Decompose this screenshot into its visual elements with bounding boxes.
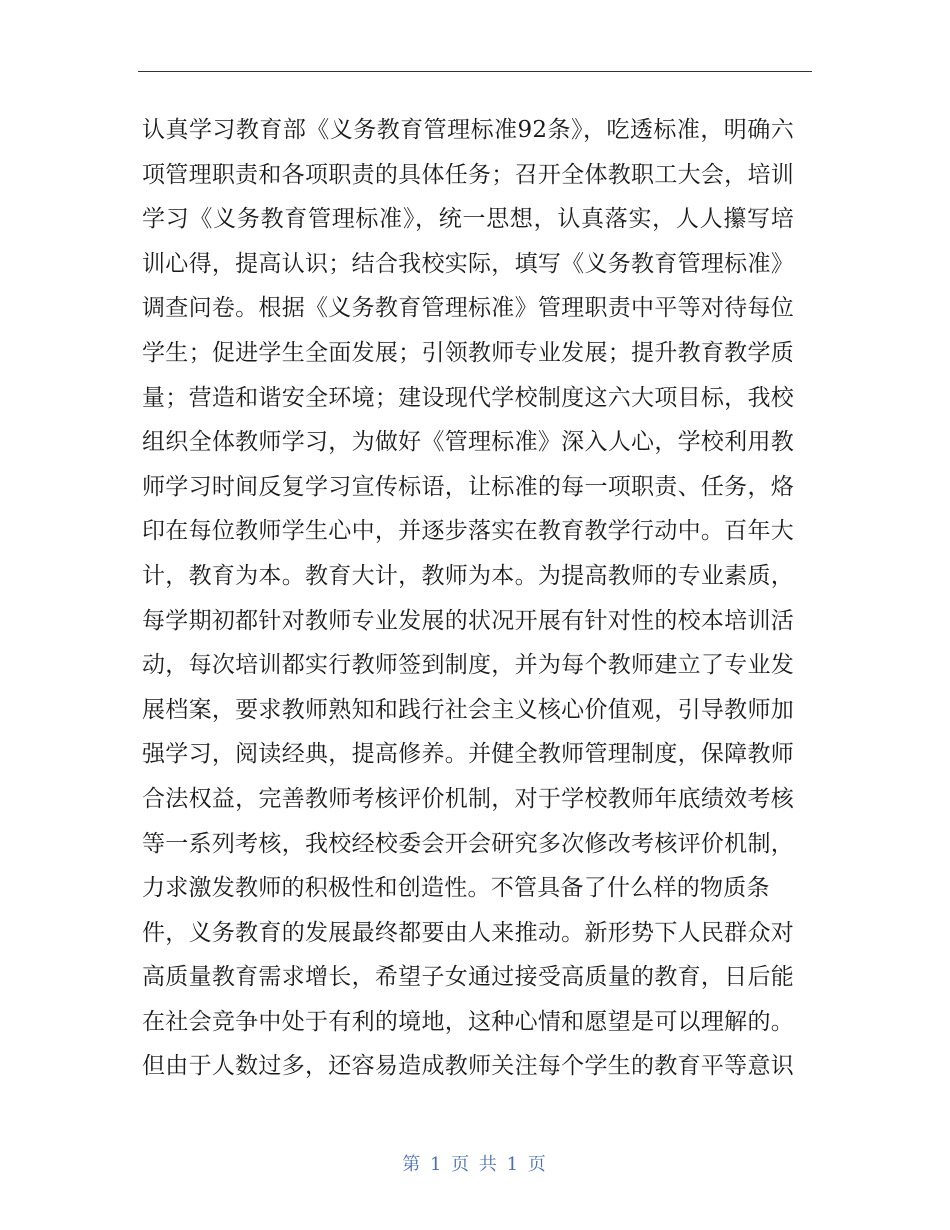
- text-line: 计，教育为本。教育大计，教师为本。为提高教师的专业素质，: [142, 562, 794, 589]
- text-line: 项管理职责和各项职责的具体任务；召开全体教职工大会，培训: [142, 161, 794, 188]
- text-line: 认真学习教育部《义务教育管理标准92条》，吃透标准，明确六: [142, 117, 794, 143]
- text-line: 合法权益，完善教师考核评价机制，对于学校教师年底绩效考核: [142, 785, 794, 812]
- text-line: 组织全体教师学习，为做好《管理标准》深入人心，学校利用教: [142, 429, 794, 456]
- text-line: 学生；促进学生全面发展；引领教师专业发展；提升教育教学质: [142, 339, 794, 366]
- text-line: 师学习时间反复学习宣传标语，让标准的每一项职责、任务，烙: [142, 473, 794, 500]
- text-line: 等一系列考核，我校经校委会开会研究多次修改考核评价机制，: [142, 830, 794, 857]
- text-line: 高质量教育需求增长，希望子女通过接受高质量的教育，日后能: [142, 964, 794, 991]
- text-line: 调查问卷。根据《义务教育管理标准》管理职责中平等对待每位: [142, 295, 794, 322]
- header-rule: [138, 71, 812, 72]
- text-line: 展档案，要求教师熟知和践行社会主义核心价值观，引导教师加: [142, 696, 794, 723]
- text-line: 在社会竞争中处于有利的境地，这种心情和愿望是可以理解的。: [142, 1008, 794, 1035]
- text-line: 动，每次培训都实行教师签到制度，并为每个教师建立了专业发: [142, 652, 794, 679]
- text-line: 学习《义务教育管理标准》，统一思想，认真落实，人人攥写培: [142, 206, 794, 233]
- text-line: 强学习，阅读经典，提高修养。并健全教师管理制度，保障教师: [142, 741, 794, 768]
- text-line: 印在每位教师学生心中，并逐步落实在教育教学行动中。百年大: [142, 518, 794, 545]
- text-line: 每学期初都针对教师专业发展的状况开展有针对性的校本培训活: [142, 607, 794, 634]
- text-line: 件，义务教育的发展最终都要由人来推动。新形势下人民群众对: [142, 919, 794, 946]
- text-line: 但由于人数过多，还容易造成教师关注每个学生的教育平等意识: [142, 1053, 794, 1080]
- text-line: 力求激发教师的积极性和创造性。不管具备了什么样的物质条: [142, 875, 770, 902]
- page-number-footer: 第 1 页 共 1 页: [402, 1154, 548, 1175]
- text-line: 训心得，提高认识；结合我校实际，填写《义务教育管理标准》: [142, 250, 794, 277]
- body-text: [142, 108, 822, 1089]
- text-line: 量；营造和谐安全环境；建设现代学校制度这六大项目标，我校: [142, 384, 794, 411]
